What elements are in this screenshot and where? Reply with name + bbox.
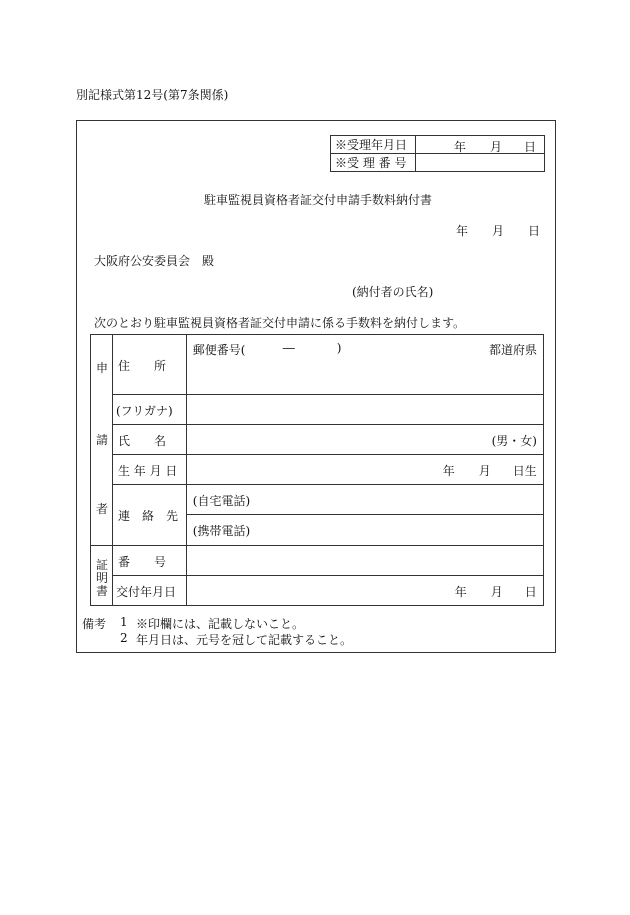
receipt-number-label: ※受 理 番 号 xyxy=(331,154,416,172)
issue-year: 年 xyxy=(454,585,467,599)
birth-label: 生 年 月 日 xyxy=(117,464,178,478)
birth-label-cell xyxy=(112,455,186,485)
furigana-label-cell xyxy=(112,395,186,425)
contact-label-cell xyxy=(112,485,186,546)
issue-month: 月 xyxy=(490,585,503,599)
group-char-sho2: 書 xyxy=(96,584,109,598)
name-label-cell xyxy=(112,425,186,455)
date-day: 日 xyxy=(528,224,541,238)
group-char-sha: 者 xyxy=(96,502,109,516)
application-table xyxy=(90,334,544,606)
note-2-number: 2 xyxy=(120,631,128,645)
issue-date-label-cell xyxy=(112,576,186,606)
postal-close: ) xyxy=(336,341,342,355)
postal-dash: ― xyxy=(282,341,295,355)
home-phone-label: (自宅電話) xyxy=(192,494,251,508)
statement: 次のとおり駐車監視員資格者証交付申請に係る手数料を納付します。 xyxy=(94,316,466,330)
address-label: 住 所 xyxy=(117,359,166,373)
cert-number-field xyxy=(186,546,543,576)
group-char-mei: 明 xyxy=(96,571,109,585)
issue-date-field xyxy=(186,576,543,606)
furigana-field xyxy=(186,395,543,425)
form-reference: 別記様式第12号(第7条関係) xyxy=(76,88,229,102)
group-char-sei: 請 xyxy=(96,433,109,447)
name-label: 氏 名 xyxy=(117,434,166,448)
date-year: 年 xyxy=(456,224,469,238)
prefecture-label: 都道府県 xyxy=(488,343,537,357)
furigana-label: (フリガナ) xyxy=(115,404,173,418)
receipt-day: 日 xyxy=(524,140,537,154)
addressee: 大阪府公安委員会 殿 xyxy=(94,254,215,268)
receipt-month: 月 xyxy=(490,140,503,154)
applicant-group-cell xyxy=(91,335,113,546)
note-2-text: 年月日は、元号を冠して記載すること。 xyxy=(136,633,353,647)
gender-label: (男・女) xyxy=(491,434,537,448)
cert-group-cell xyxy=(91,546,113,606)
issue-date-label: 交付年月日 xyxy=(115,585,176,599)
contact-label: 連 絡 先 xyxy=(117,509,178,523)
birth-day: 日生 xyxy=(512,464,537,478)
payer-name-label: (納付者の氏名) xyxy=(352,285,434,299)
cert-number-label: 番 号 xyxy=(117,555,166,569)
contact-field xyxy=(186,485,543,546)
mobile-phone-label: (携帯電話) xyxy=(192,524,251,538)
receipt-number-field xyxy=(416,154,545,172)
receipt-box xyxy=(330,135,545,172)
receipt-year: 年 xyxy=(454,140,467,154)
note-1-number: 1 xyxy=(120,615,128,629)
issue-day: 日 xyxy=(524,585,537,599)
cert-number-label-cell xyxy=(112,546,186,576)
document-title: 駐車監視員資格者証交付申請手数料納付書 xyxy=(204,193,433,207)
receipt-date-label: ※受理年月日 xyxy=(331,136,416,154)
address-label-cell xyxy=(112,335,186,395)
address-field xyxy=(186,335,543,395)
receipt-date-field xyxy=(416,136,545,154)
note-1-text: ※印欄には、記載しないこと。 xyxy=(136,617,305,631)
birth-month: 月 xyxy=(478,464,491,478)
name-field xyxy=(186,425,543,455)
group-char-shin: 申 xyxy=(96,361,109,375)
birth-field xyxy=(186,455,543,485)
date-month: 月 xyxy=(492,224,505,238)
postal-label: 郵便番号( xyxy=(192,343,246,357)
group-char-sho: 証 xyxy=(96,558,109,572)
birth-year: 年 xyxy=(442,464,455,478)
notes-label: 備考 xyxy=(82,617,107,631)
